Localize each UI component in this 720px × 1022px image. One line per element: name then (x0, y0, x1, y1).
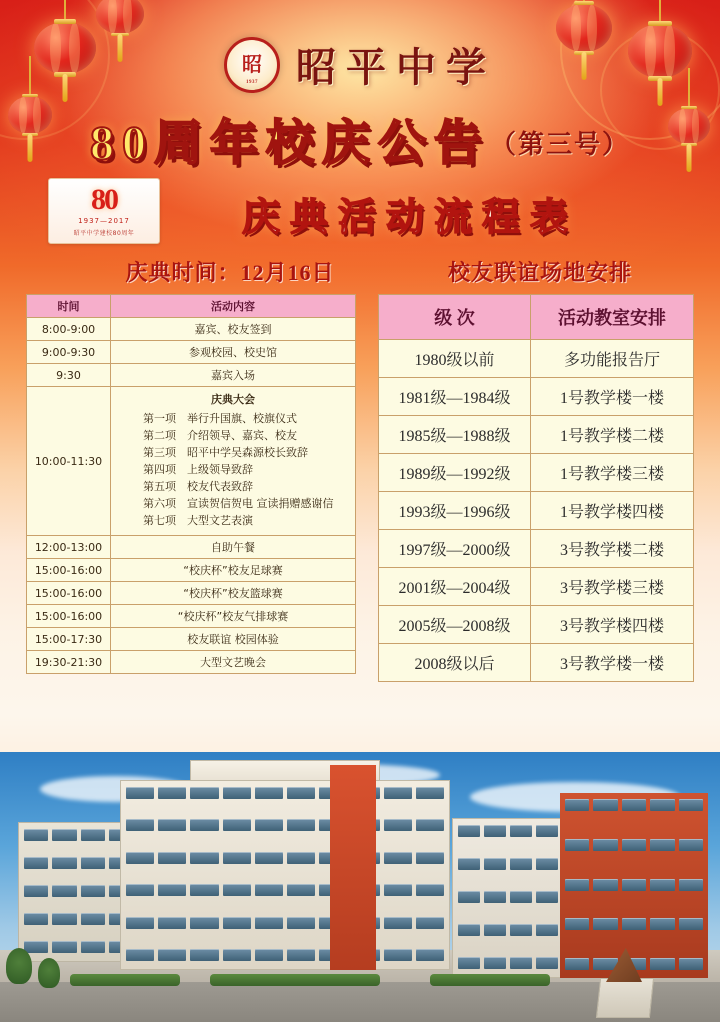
cell-venue: 3号教学楼四楼 (531, 606, 694, 644)
cell-grade: 2008级以后 (379, 644, 531, 682)
cell-venue: 1号教学楼四楼 (531, 492, 694, 530)
table-row (379, 340, 694, 378)
table-row (27, 364, 356, 387)
cell-time: 15:00-16:00 (27, 559, 111, 582)
announcement-issue-number: （第三号） (490, 130, 631, 159)
crest-character: 昭 (242, 53, 262, 76)
ceremony-title: 庆典大会 (211, 393, 255, 406)
hedge-shape (430, 974, 550, 986)
table-row (379, 644, 694, 682)
cell-venue: 3号教学楼三楼 (531, 568, 694, 606)
table-row (379, 416, 694, 454)
table-row (379, 378, 694, 416)
table-header-row (379, 295, 694, 340)
cell-activity: 嘉宾入场 (111, 364, 356, 387)
ceremony-item-label: 第六项 (143, 497, 176, 510)
table-row (27, 318, 356, 341)
cell-venue: 3号教学楼一楼 (531, 644, 694, 682)
hedge-shape (70, 974, 180, 986)
table-row (27, 559, 356, 582)
ceremony-item (117, 410, 349, 427)
table-row (27, 651, 356, 674)
schedule-banner-title: 庆典活动流程表 (241, 197, 578, 239)
cell-activity: “校庆杯”校友足球赛 (111, 559, 356, 582)
table-row (27, 605, 356, 628)
cell-time: 12:00-13:00 (27, 536, 111, 559)
cell-venue: 3号教学楼二楼 (531, 530, 694, 568)
ceremony-item-text: 举行升国旗、校旗仪式 (187, 412, 297, 425)
cell-time: 15:00-16:00 (27, 605, 111, 628)
cell-grade: 1981级—1984级 (379, 378, 531, 416)
cell-activity: 校友联谊 校园体验 (111, 628, 356, 651)
cell-time: 15:00-16:00 (27, 582, 111, 605)
cell-venue: 1号教学楼一楼 (531, 378, 694, 416)
ceremony-item-label: 第五项 (143, 480, 176, 493)
cell-time: 9:30 (27, 364, 111, 387)
anniversary-logo-number: 80 (91, 183, 117, 216)
lantern-icon (96, 0, 144, 34)
schedule-table (26, 294, 356, 674)
school-header (0, 36, 720, 93)
ceremony-item-text: 昭平中学吴森源校长致辞 (187, 446, 308, 459)
left-section-heading: 庆典时间：12月16日 (125, 260, 335, 285)
ceremony-item (117, 478, 349, 495)
anniversary-logo-caption: 昭平中学建校80周年 (73, 230, 135, 237)
ceremony-item (117, 444, 349, 461)
building-red-column (330, 765, 376, 970)
ceremony-item-label: 第二项 (143, 429, 176, 442)
table-row (27, 536, 356, 559)
announcement-main-title: 80周年校庆公告 (89, 117, 490, 170)
col-time: 时间 (27, 295, 111, 318)
hedge-shape (210, 974, 380, 986)
ceremony-item (117, 512, 349, 529)
cell-grade: 2001级—2004级 (379, 568, 531, 606)
table-row (27, 341, 356, 364)
cell-time: 9:00-9:30 (27, 341, 111, 364)
col-venue: 活动教室安排 (531, 295, 694, 340)
col-grade: 级 次 (379, 295, 531, 340)
school-name: 昭平中学 (296, 45, 496, 90)
cell-grade: 2005级—2008级 (379, 606, 531, 644)
col-activity: 活动内容 (111, 295, 356, 318)
cell-activity: “校庆杯”校友篮球赛 (111, 582, 356, 605)
tree-shape (6, 948, 32, 984)
building-main (120, 780, 450, 970)
cell-grade: 1993级—1996级 (379, 492, 531, 530)
cell-time: 19:30-21:30 (27, 651, 111, 674)
ceremony-item-label: 第三项 (143, 446, 176, 459)
cell-activity: 嘉宾、校友签到 (111, 318, 356, 341)
ceremony-item-label: 第七项 (143, 514, 176, 527)
cell-time: 8:00-9:00 (27, 318, 111, 341)
cell-time: 10:00-11:30 (27, 387, 111, 536)
crest-year: 1937 (246, 79, 258, 85)
table-row (379, 492, 694, 530)
cell-activity: 自助午餐 (111, 536, 356, 559)
table-row (27, 628, 356, 651)
ceremony-item-text: 大型文艺表演 (187, 514, 253, 527)
campus-photo (0, 752, 720, 1022)
cell-venue: 1号教学楼二楼 (531, 416, 694, 454)
anniversary-logo-years: 1937—2017 (78, 217, 130, 225)
cell-venue: 多功能报告厅 (531, 340, 694, 378)
tree-shape (38, 958, 60, 988)
announcement-title (0, 104, 720, 173)
cell-grade: 1980级以前 (379, 340, 531, 378)
ceremony-item-label: 第四项 (143, 463, 176, 476)
right-section-heading: 校友联谊场地安排 (447, 260, 632, 285)
cell-activity: 大型文艺晚会 (111, 651, 356, 674)
building-white-right (452, 818, 564, 978)
table-row (379, 454, 694, 492)
ceremony-item-text: 宣读贺信贺电 宣读捐赠感谢信 (187, 497, 334, 510)
ceremony-item (117, 461, 349, 478)
ceremony-item-text: 介绍领导、嘉宾、校友 (187, 429, 297, 442)
cell-grade: 1989级—1992级 (379, 454, 531, 492)
monument-base (596, 978, 654, 1018)
table-header-row (27, 295, 356, 318)
building-red-right (560, 793, 708, 978)
table-row (379, 568, 694, 606)
ceremony-item (117, 427, 349, 444)
cell-grade: 1997级—2000级 (379, 530, 531, 568)
ceremony-item-text: 上级领导致辞 (187, 463, 253, 476)
venue-table (378, 294, 694, 682)
school-crest-icon (224, 37, 280, 93)
cell-activity: 参观校园、校史馆 (111, 341, 356, 364)
ceremony-item-text: 校友代表致辞 (187, 480, 253, 493)
anniversary-logo (48, 178, 160, 244)
cell-ceremony-detail (111, 387, 356, 536)
table-row (379, 530, 694, 568)
table-row-ceremony (27, 387, 356, 536)
cell-time: 15:00-17:30 (27, 628, 111, 651)
ceremony-item-label: 第一项 (143, 412, 176, 425)
cell-venue: 1号教学楼三楼 (531, 454, 694, 492)
cell-activity: “校庆杯”校友气排球赛 (111, 605, 356, 628)
cell-grade: 1985级—1988级 (379, 416, 531, 454)
table-row (27, 582, 356, 605)
table-row (379, 606, 694, 644)
ceremony-item (117, 495, 349, 512)
